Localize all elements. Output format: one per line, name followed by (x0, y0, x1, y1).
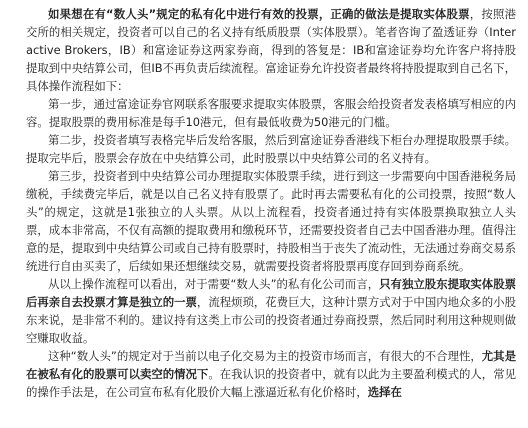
paragraph-6 (26, 347, 516, 401)
text-run: 这种“数人头”的规定对于当前以电子化交易为主的投资市场而言，有很大的不合理性， (48, 349, 482, 363)
text-run: 第一步，通过富途证券官网联系客服要求提取实体股票，客服会给投资者发表格填写相应的内容。提取股票的费用标准是每手10港元，但有最低收费为50港元的门槛。 (26, 97, 516, 129)
text-run: 只有独立股东提取实体股票后再亲自去投票才算是独立的一票 (26, 277, 516, 309)
paragraph-4 (26, 167, 516, 275)
text-run: ，按照港交所的相关规定，投资者可以自己的名义持有纸质股票（实体股票）。笔者咨询了盈透证券（ (26, 7, 516, 39)
text-run: 第二步，投资者填写表格完毕后发给客服，然后到富途证券香港线下柜台办理提取股票手续。提取完毕后，股票会存放在中央结算公司，此时股票以中央结算公司的名义持有。 (26, 133, 516, 165)
paragraph-5 (26, 275, 516, 347)
paragraph-2 (26, 95, 516, 131)
text-run: 选择在 (367, 385, 402, 399)
text-run: 第三步，投资者到中央结算公司办理提取实体股票手续，进行到这一步需要向中国香港税务局缴税，手续费完毕后，就是以自己名义持有股票了。此时再去需要私有化的公司投票，按照“数人头”的规定，这就是1张独立的人头票。从以上流程看，投资者通过持有实体股票换取独立人头票，成本非常高，不仅有高额的提取费用和缴税环节，还需要投资者自己去中国香港办理。值得注意的是，提取到中央结算公司或自己持有股票时，持股相当于丧失了流动性，无法通过券商交易系统进行自由买卖了，后续如果还想继续交易，就需要投资者将股票再度存回到券商系统。 (26, 169, 516, 273)
text-run: ，流程烦琐，花费巨大，这种计票方式对于中国内地众多的小股东来说，是非常不利的。建议持有这类上市公司的投资者通过券商投票，然后同时利用这种规则做空赚取收益。 (26, 295, 516, 345)
text-run: ，IB）和富途证券这两家券商，得到的答复是：IB和富途证券均允许客户将持股提取到中央结算公司，但IB不再负责后续流程。富途证券允许投资者最终将持股提取到自己名下，具体操作流程如下： (26, 43, 516, 93)
text-run: Interactive Brokers (26, 25, 516, 57)
text-run: 如果想在有“数人头”规定的私有化中进行有效的投票，正确的做法是提取实体股票 (48, 7, 470, 21)
paragraph-3 (26, 131, 516, 167)
text-run: 。在我认识的投资者中，就有以此为主要盈利模式的人，常见的操作手法是，在公司宣布私有化股价大幅上涨逼近私有化价格时， (26, 367, 516, 399)
text-run: 从以上操作流程可以看出，对于需要“数人头”的私有化公司而言， (48, 277, 380, 291)
paragraph-1 (26, 5, 516, 95)
text-run: 尤其是在被私有化的股票可以卖空的情况下 (26, 349, 516, 381)
